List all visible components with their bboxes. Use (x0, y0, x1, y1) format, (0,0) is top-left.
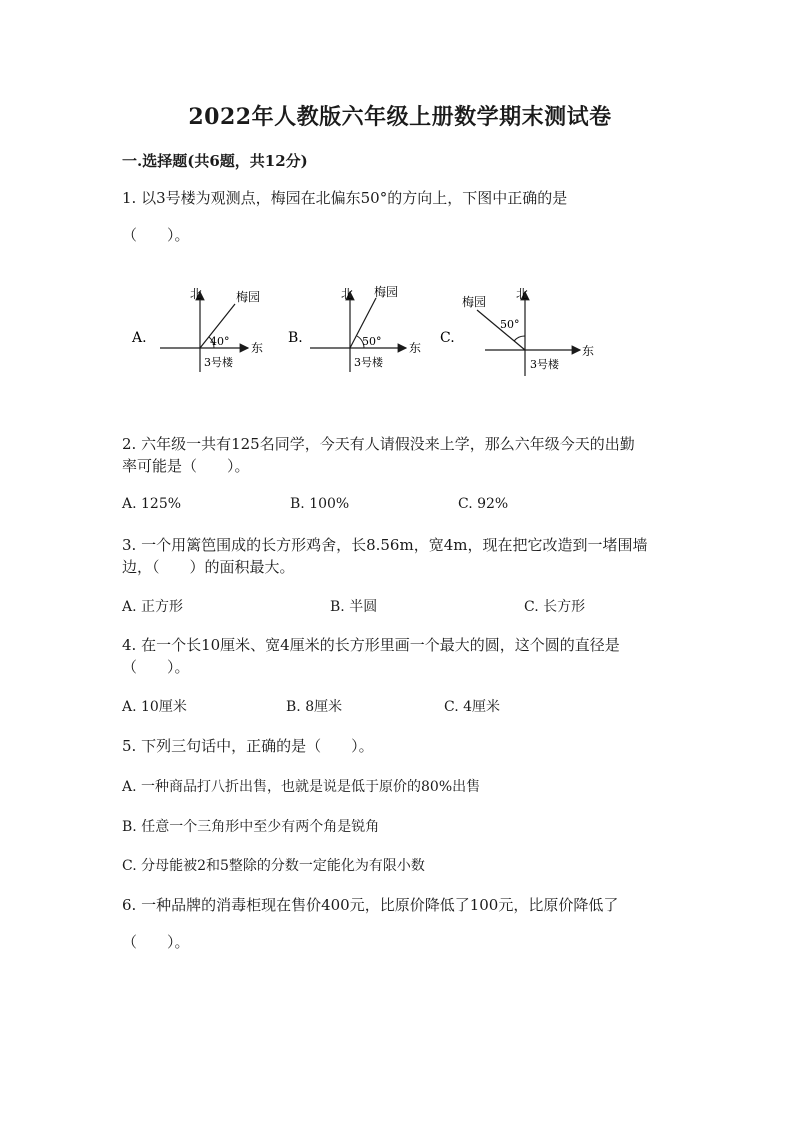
north-label: 北 (190, 287, 203, 301)
garden-label: 梅园 (462, 295, 487, 309)
angle-arc (514, 336, 525, 341)
building-label: 3号楼 (204, 356, 233, 369)
east-label: 东 (582, 344, 595, 358)
option-a: A. 正方形 (122, 599, 184, 615)
diagram-a (131, 287, 263, 372)
angle-label: 50° (362, 335, 382, 348)
diagram-c-letter: C. (440, 330, 455, 346)
page-title: 2022年人教版六年级上册数学期末测试卷 (188, 104, 612, 130)
option-c: C. 分母能被2和5整除的分数一定能化为有限小数 (122, 858, 425, 874)
option-a: A. 10厘米 (122, 699, 187, 715)
garden-label: 梅园 (374, 285, 399, 299)
east-label: 东 (409, 341, 422, 355)
north-label: 北 (516, 287, 529, 301)
question-1-line-1: 1. 以3号楼为观测点，梅园在北偏东50°的方向上，下图中正确的是 (122, 189, 568, 207)
diagram-b (288, 284, 421, 372)
option-c: C. 92% (458, 496, 509, 512)
direction-diagrams (120, 278, 600, 378)
question-4-line-1: 4. 在一个长10厘米、宽4厘米的长方形里画一个最大的圆，这个圆的直径是 (122, 636, 620, 654)
option-c: C. 长方形 (524, 599, 586, 615)
question-1-line-2: （ ）。 (122, 226, 190, 244)
question-2-line-1: 2. 六年级一共有125名同学，今天有人请假没来上学，那么六年级今天的出勤 (122, 435, 635, 453)
angle-label: 50° (500, 318, 520, 331)
option-b: B. 任意一个三角形中至少有两个角是锐角 (122, 819, 380, 835)
section-heading: 一.选择题(共6题，共12分) (122, 152, 308, 170)
question-3-line-2: 边，（ ）的面积最大。 (122, 558, 295, 576)
diagram-a-letter: A. (132, 330, 147, 346)
diagram-c (440, 287, 594, 376)
question-6-line-1: 6. 一种品牌的消毒柜现在售价400元，比原价降低了100元，比原价降低了 (122, 896, 619, 914)
question-4-line-2: （ ）。 (122, 658, 190, 676)
garden-label: 梅园 (236, 290, 261, 304)
option-b: B. 8厘米 (286, 699, 343, 715)
option-b: B. 半圆 (330, 599, 378, 615)
question-5-line-1: 5. 下列三句话中，正确的是（ ）。 (122, 737, 374, 755)
question-6-line-2: （ ）。 (122, 933, 190, 951)
option-a: A. 125% (122, 496, 182, 512)
option-c: C. 4厘米 (444, 699, 501, 715)
north-label: 北 (341, 287, 354, 301)
option-a: A. 一种商品打八折出售，也就是说是低于原价的80%出售 (122, 779, 481, 795)
question-3-line-1: 3. 一个用篱笆围成的长方形鸡舍，长8.56m，宽4m，现在把它改造到一堵围墙 (122, 536, 648, 554)
diagram-b-letter: B. (288, 330, 303, 346)
question-2-line-2: 率可能是（ ）。 (122, 457, 250, 475)
building-label: 3号楼 (354, 356, 383, 369)
option-b: B. 100% (290, 496, 350, 512)
angle-label: 40° (210, 335, 230, 348)
building-label: 3号楼 (530, 358, 559, 371)
east-label: 东 (251, 341, 264, 355)
